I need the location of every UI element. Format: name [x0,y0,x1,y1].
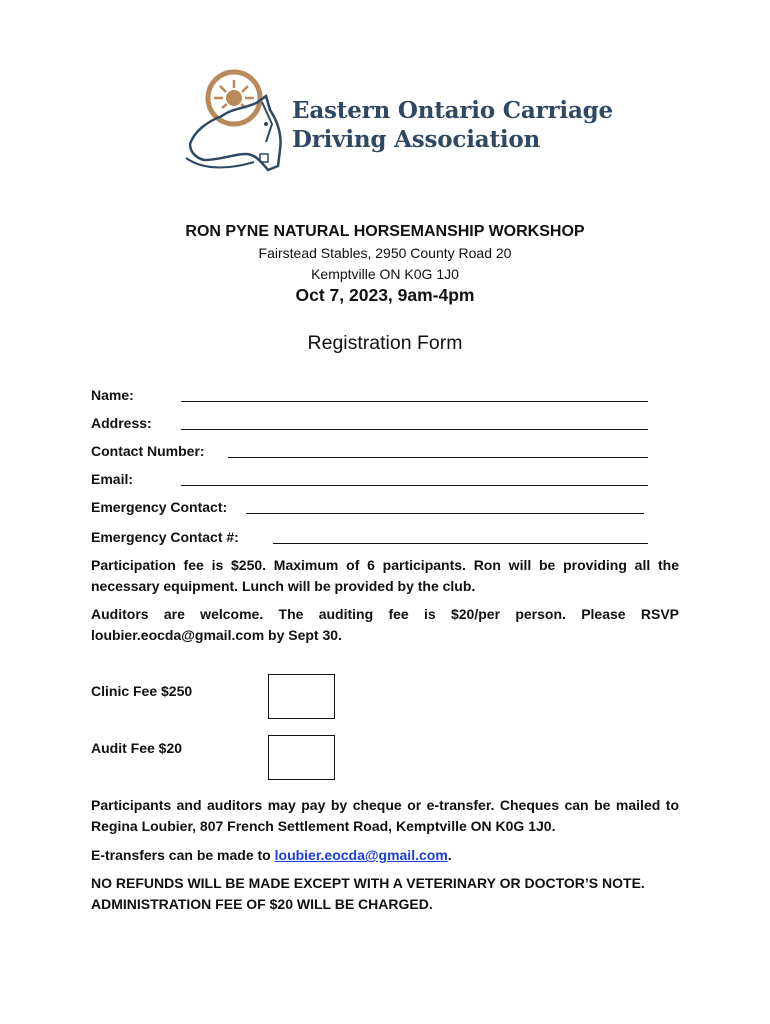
payment-paragraph: Participants and auditors may pay by cheque or e-transfer. Cheques can be mailed to Regina Loubier, 807 French Settlement Road, Kemptville ON K0G 1J0. [91,797,679,834]
etransfer-prefix: E-transfers can be made to [91,847,275,863]
name-label: Name: [91,387,134,403]
email-field-line[interactable] [181,485,648,486]
venue-address-line-2: Kemptville ON K0G 1J0 [311,266,459,282]
address-label: Address: [91,415,152,431]
horse-sun-logo-icon [182,62,292,182]
audit-fee-label: Audit Fee $20 [91,740,183,756]
association-logo [182,62,613,182]
etransfer-suffix: . [447,847,452,863]
clinic-fee-label: Clinic Fee $250 [91,683,193,699]
emergency-contact-number-label: Emergency Contact #: [91,529,239,545]
emergency-contact-label: Emergency Contact: [91,499,228,515]
auditors-paragraph: Auditors are welcome. The auditing fee is $20/per person. Please RSVP loubier.eocda@gmail.com by Sept 30. [91,606,679,643]
logo-line-2: Driving Association [292,126,541,153]
etransfer-paragraph [91,845,679,866]
venue-address-line-1: Fairstead Stables, 2950 County Road 20 [258,245,512,261]
logo-line-1: Eastern Ontario Carriage [292,97,613,124]
refund-notice: NO REFUNDS WILL BE MADE EXCEPT WITH A VETERINARY OR DOCTOR’S NOTE. ADMINISTRATION FEE OF $20 WILL BE CHARGED. [91,875,645,912]
workshop-title: RON PYNE NATURAL HORSEMANSHIP WORKSHOP [185,223,585,240]
form-title: Registration Form [307,332,463,354]
email-label: Email: [91,471,134,487]
emergency-contact-number-field-line[interactable] [273,543,648,544]
contact-number-field-line[interactable] [228,457,648,458]
etransfer-email-link[interactable]: loubier.eocda@gmail.com [274,847,448,863]
address-field-line[interactable] [181,429,648,430]
emergency-contact-field-line[interactable] [246,513,644,514]
name-field-line[interactable] [181,401,648,402]
clinic-fee-checkbox[interactable] [268,674,335,719]
audit-fee-checkbox[interactable] [268,735,335,780]
logo-text [292,96,613,154]
participation-paragraph: Participation fee is $250. Maximum of 6 participants. Ron will be providing all the necessary equipment. Lunch will be provided by the club. [91,557,679,594]
contact-number-label: Contact Number: [91,443,205,459]
workshop-date: Oct 7, 2023, 9am-4pm [295,285,475,305]
